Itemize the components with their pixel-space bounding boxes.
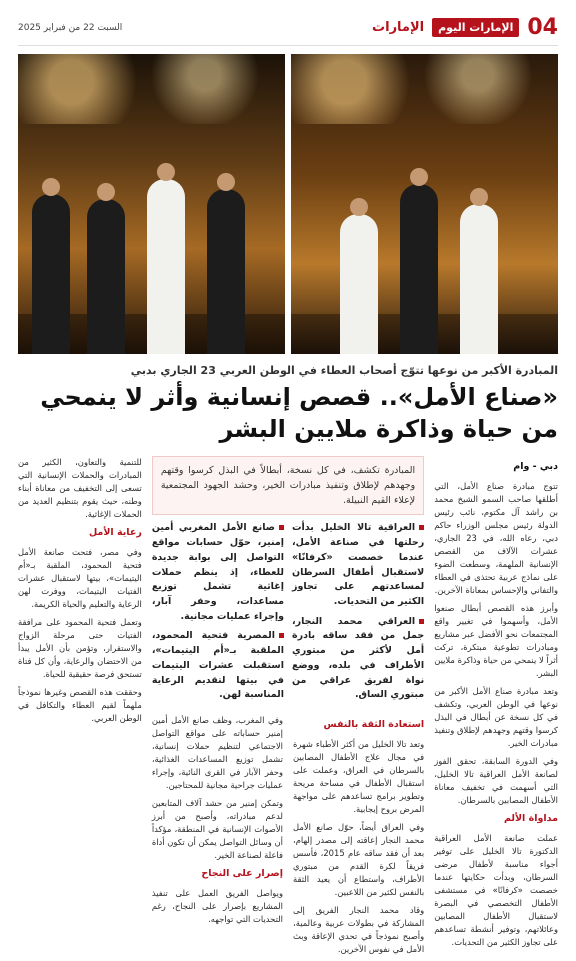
page-number: 04 bbox=[527, 15, 558, 40]
stage-lights bbox=[18, 54, 285, 124]
paragraph: وتعمل فتحية المحمود على مرافقة الفتيات حتى مرحلة الزواج والاستقرار، وتؤمن بأن الأمل يبدأ من الاحتضان والرعاية، وأن كل فتاة تستحق فرصة حقيقية للحياة. bbox=[18, 616, 142, 679]
person-figure bbox=[340, 214, 378, 354]
paragraph: وتعد مبادرة صناع الأمل الأكبر من نوعها في الوطن العربي، وتكشف في كل نسخة عن أبطال في البذل كرسوا وقتهم وجهدهم لإطلاق وتنفيذ مبادرات الخير. bbox=[434, 685, 558, 748]
subheading: مداواة الألم bbox=[503, 812, 558, 824]
paragraph: وحققت هذه القصص وغيرها نموذجاً ملهماً لقيم العطاء والتكافل في الوطن العربي. bbox=[18, 686, 142, 723]
article-center bbox=[152, 456, 424, 961]
paragraph: وتعد تالا الخليل من أكثر الأطباء شهرة في مجال علاج الأطفال المصابين بالسرطان في العراق، وعملت على استقبال الأطفال في مساحة مريحة وتطوير برامج تساعدهم على مواجهة المرض بروح إيجابية. bbox=[293, 738, 425, 814]
ceremony-photo-right bbox=[291, 54, 558, 354]
article-kicker: المبادرة الأكبر من نوعها تتوّج أصحاب العطاء في الوطن العربي 23 الجاري بدبي bbox=[130, 364, 558, 377]
person-figure bbox=[87, 199, 125, 354]
paragraph: ويواصل الفريق العمل على تنفيذ المشاريع بإصرار على النجاح، رغم التحديات التي تواجهه. bbox=[151, 887, 283, 924]
article-body bbox=[18, 456, 558, 961]
stage-lights bbox=[291, 54, 558, 124]
paragraph: وأبرز هذه القصص أبطال صنعوا الأمل، وأسهموا في تغيير واقع المجتمعات نحو الأفضل عبر مشاريع ومبادرات تطوعية مبتكرة، تركت أثراً لا ينمحي من حياة وذاكرة ملايين البشر. bbox=[434, 602, 558, 678]
page-header bbox=[18, 10, 558, 46]
paragraph: وفي العراق أيضاً، حوّل صانع الأمل محمد النجار إعاقته إلى مصدر إلهام، بعد أن فقد ساقه عام 2015، فأسس فريقاً لكرة القدم من مبتوري الأطراف، واستطاع أن يعيد الثقة بالنفس لكثير من اللاعبين. bbox=[293, 821, 425, 897]
person-figure bbox=[400, 184, 438, 354]
paragraph: وتمكن إمنير من حشد آلاف المتابعين لدعم مبادراته، وأصبح من أبرز الأصوات الإنسانية في المنطقة، مؤكداً أن وسائل التواصل يمكن أن تكون أداة فاعلة لصناعة الخير. bbox=[151, 798, 283, 861]
bullet-icon bbox=[419, 619, 424, 624]
paragraph: وفي الدورة السابقة، تحقق الفوز لصانعة الأمل العراقية تالا الخليل، التي أسهمت في تخفيف معاناة الأطفال المصابين بالسرطان. bbox=[434, 755, 558, 805]
person-figure bbox=[460, 204, 498, 354]
person-head bbox=[470, 188, 488, 206]
dateline: دبي - وام bbox=[513, 460, 558, 472]
bullet-icon bbox=[279, 633, 284, 638]
article-column-2 bbox=[293, 714, 424, 961]
section-title: الإمارات bbox=[372, 20, 425, 35]
pull-quote: المصرية فتحية المحمود، الملقبة بـ«أم اليتيمات»، استقبلت عشرات اليتيمات في بيتها لتقديم الرعاية المناسبة لهن. bbox=[151, 630, 284, 701]
person-figure bbox=[207, 189, 245, 354]
pull-quote: صانع الأمل المغربي أمين إمنير، حوّل حسابات مواقع التواصل إلى بوابة جديدة للعطاء، إذ ينظم حملات إغاثية تشمل توزيع مساعدات، وحفر آبار، وإجراء عمليات مجانية. bbox=[151, 522, 284, 622]
center-columns bbox=[152, 714, 424, 961]
photo-row bbox=[18, 54, 558, 354]
bullet-icon bbox=[419, 525, 424, 530]
issue-date: السبت 22 من فبراير 2025 bbox=[18, 22, 123, 33]
article-column-3 bbox=[152, 714, 283, 961]
ceremony-photo-left bbox=[18, 54, 285, 354]
subheading: استعادة الثقة بالنفس bbox=[323, 718, 425, 730]
person-head bbox=[157, 163, 175, 181]
pull-quote: العراقي محمد النجار، جمل من فقد ساقه بادرة أمل لأكثر من مبتوري الأطراف في بلده، ووضع نواة لفريق عراقي من مبتوري الساق. bbox=[292, 615, 425, 701]
lead-box: المبادرة تكشف، في كل نسخة، أبطالاً في البذل كرسوا وقتهم وجهدهم لإطلاق وتنفيذ مبادرات الخير، وحشد الجهود المجتمعية لإعلاء القيم النبيلة. bbox=[152, 456, 424, 516]
article-headline: «صناع الأمل».. قصص إنسانية وأثر لا ينمحي من حياة وذاكرة ملايين البشر bbox=[40, 383, 558, 444]
person-head bbox=[350, 198, 368, 216]
paragraph: وفي مصر، فتحت صانعة الأمل فتحية المحمود، الملقبة بـ«أم اليتيمات»، بيتها لاستقبال عشرات الفتيات اليتيمات، ووفرت لهن الرعاية والتعليم والحياة الكريمة. bbox=[18, 546, 142, 609]
quotes-column-a bbox=[292, 521, 424, 708]
paragraph: تتوج مبادرة صناع الأمل، التي أطلقها صاحب السمو الشيخ محمد بن راشد آل مكتوم، نائب رئيس الدولة رئيس مجلس الوزراء حاكم دبي، رعاه الله، في 23 الجاري، عشرات الآلاف من القصص الإنسانية الملهمة، وسطعت الضوء على نماذج عربية تحتذى في العطاء والتفاني والإحساس بمعاناة الآخرين. bbox=[434, 480, 558, 595]
quotes-column-b bbox=[152, 521, 284, 708]
bullet-icon bbox=[279, 525, 284, 530]
person-head bbox=[97, 183, 115, 201]
quotes-area bbox=[152, 521, 424, 708]
article-column-1 bbox=[434, 456, 558, 961]
person-figure bbox=[32, 194, 70, 354]
paragraph: وقاد محمد النجار الفريق إلى المشاركة في بطولات عربية وعالمية، وأصبح نموذجاً في تحدي الإعاقة وبث الأمل في نفوس الآخرين. bbox=[293, 904, 425, 954]
article-column-4 bbox=[18, 456, 142, 961]
paragraph: للتنمية والتعاون، الكثير من المبادرات والحملات الإنسانية التي تسعى إلى التخفيف من معاناة أبناء وطنه، حيث يقوم بتنظيم العديد من الحملات الإغاثية. bbox=[18, 456, 142, 519]
subheading: إصرار على النجاح bbox=[201, 868, 283, 880]
subheading: رعاية الأمل bbox=[88, 526, 142, 538]
person-head bbox=[217, 173, 235, 191]
person-head bbox=[42, 178, 60, 196]
paragraph: عملت صانعة الأمل العراقية الدكتورة تالا الخليل على توفير أجواء مناسبة لأطفال مرضى السرطان، وبدأت حكايتها عندما خصصت «كرفانًا» في مستشفى الأطفال التخصصي في البصرة لاستقبال الأطفال المصابين وعائلاتهم، وتوفير أنشطة تساعدهم على تجاوز الكثير من التحديات. bbox=[434, 832, 558, 947]
newspaper-logo: الإمارات اليوم bbox=[432, 18, 519, 37]
header-brand bbox=[372, 15, 558, 40]
person-figure bbox=[147, 179, 185, 354]
person-head bbox=[410, 168, 428, 186]
pull-quote: العراقية تالا الخليل بدأت رحلتها في صناعة الأمل، عندما خصصت «كرفانًا» لاستقبال أطفال السرطان لمساعدتهم على تجاوز الكثير من التحديات. bbox=[292, 522, 425, 607]
paragraph: وفي المغرب، وظف صانع الأمل أمين إمنير حساباته على مواقع التواصل الاجتماعي لتنظيم حملات إنسانية، تشمل توزيع المساعدات الغذائية، وحفر الآبار في القرى النائية، وإجراء عمليات جراحية مجانية للمحتاجين. bbox=[151, 714, 283, 791]
